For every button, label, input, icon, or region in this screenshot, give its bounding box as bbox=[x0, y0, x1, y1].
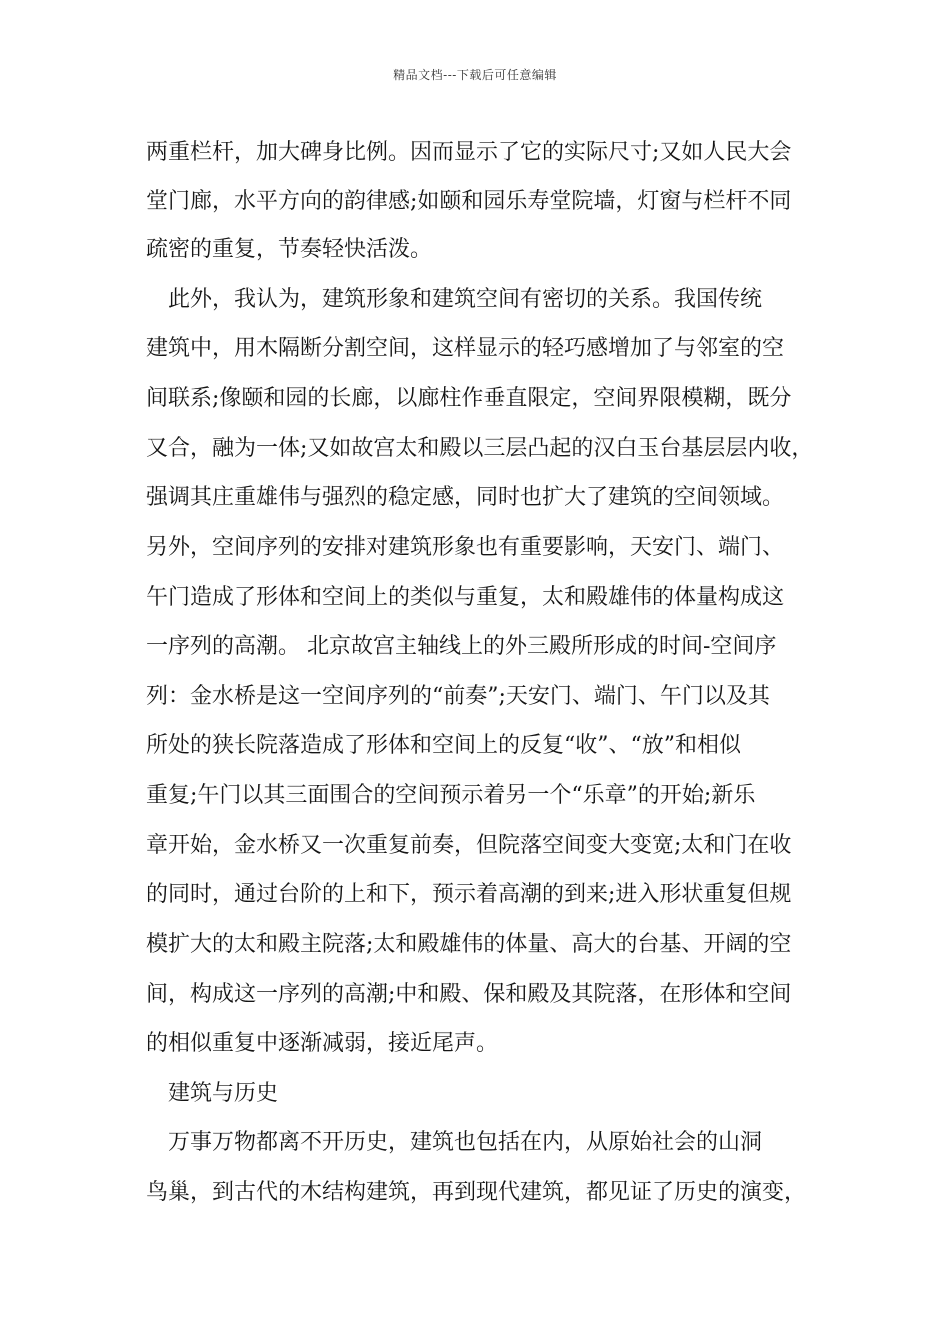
paragraph-line: 午门造成了形体和空间上的类似与重复，太和殿雄伟的体量构成这 bbox=[146, 585, 785, 610]
paragraph-line: 建筑中，用木隔断分割空间，这样显示的轻巧感增加了与邻室的空 bbox=[146, 336, 785, 361]
paragraph-line: 间，构成这一序列的高潮;中和殿、保和殿及其院落，在形体和空间 bbox=[146, 982, 792, 1007]
paragraph-line: 章开始，金水桥又一次重复前奏，但院落空间变大变宽;太和门在收 bbox=[146, 833, 792, 858]
paragraph-line: 一序列的高潮。 北京故宫主轴线上的外三殿所形成的时间-空间序 bbox=[146, 634, 777, 659]
paragraph-line: 万事万物都离不开历史，建筑也包括在内，从原始社会的山洞 bbox=[146, 1130, 763, 1155]
paragraph-line: 此外，我认为，建筑形象和建筑空间有密切的关系。我国传统 bbox=[146, 287, 763, 312]
paragraph-line: 的相似重复中逐渐减弱，接近尾声。 bbox=[146, 1031, 499, 1056]
paragraph-line: 重复;午门以其三面围合的空间预示着另一个“乐章”的开始;新乐 bbox=[146, 783, 756, 808]
paragraph-line: 鸟巢，到古代的木结构建筑，再到现代建筑，都见证了历史的演变， bbox=[146, 1180, 807, 1205]
page-header: 精品文档---下载后可任意编辑 bbox=[393, 68, 557, 82]
paragraph-line: 所处的狭长院落造成了形体和空间上的反复“收”、“放”和相似 bbox=[146, 733, 741, 758]
paragraph-line: 的同时，通过台阶的上和下，预示着高潮的到来;进入形状重复但规 bbox=[146, 882, 792, 907]
paragraph-line: 疏密的重复，节奏轻快活泼。 bbox=[146, 237, 433, 262]
paragraph-line: 又合，融为一体;又如故宫太和殿以三层凸起的汉白玉台基层层内收， bbox=[146, 436, 814, 461]
paragraph-line: 模扩大的太和殿主院落;太和殿雄伟的体量、高大的台基、开阔的空 bbox=[146, 932, 792, 957]
paragraph-line: 强调其庄重雄伟与强烈的稳定感，同时也扩大了建筑的空间领域。 bbox=[146, 485, 785, 510]
paragraph-line: 堂门廊，水平方向的韵律感;如颐和园乐寿堂院墙，灯窗与栏杆不同 bbox=[146, 189, 792, 214]
section-heading: 建筑与历史 bbox=[146, 1081, 279, 1106]
paragraph-line: 两重栏杆，加大碑身比例。因而显示了它的实际尺寸;又如人民大会 bbox=[146, 140, 792, 165]
paragraph-line: 另外，空间序列的安排对建筑形象也有重要影响，天安门、端门、 bbox=[146, 535, 785, 560]
paragraph-line: 间联系;像颐和园的长廊，以廊柱作垂直限定，空间界限模糊，既分 bbox=[146, 386, 792, 411]
paragraph-line: 列：金水桥是这一空间序列的“前奏”;天安门、端门、午门以及其 bbox=[146, 684, 770, 709]
